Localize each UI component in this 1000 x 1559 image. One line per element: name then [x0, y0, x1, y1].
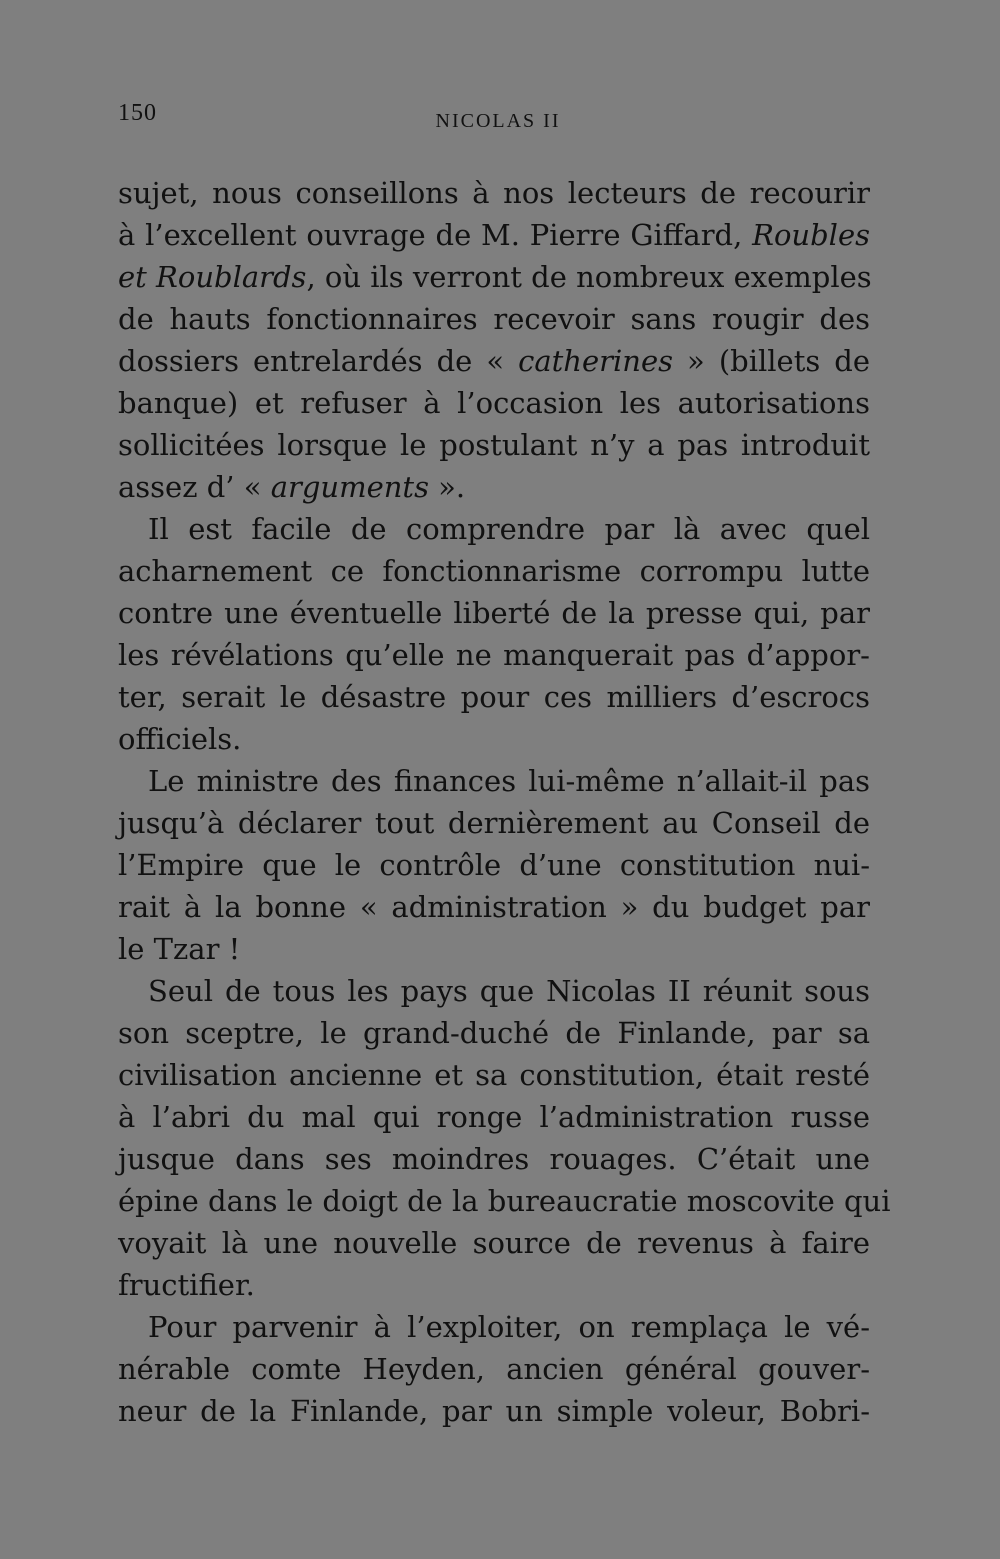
text-line: nérable comte Heyden, ancien général gouver- [118, 1352, 870, 1386]
text-line: Pour parvenir à l’exploiter, on remplaça le vé- [148, 1310, 870, 1344]
running-head-text: NICOLAS II [435, 110, 561, 132]
text-line: officiels. [118, 722, 242, 756]
text-line: de hauts fonctionnaires recevoir sans rougir des [118, 302, 870, 336]
text-line: l’Empire que le contrôle d’une constitution nui- [118, 848, 870, 882]
text-line: épine dans le doigt de la bureaucratie moscovite qui [118, 1184, 891, 1218]
text-line: son sceptre, le grand-duché de Finlande, par sa [118, 1016, 870, 1050]
page-number: 150 [118, 100, 157, 126]
text-line: Seul de tous les pays que Nicolas II réunit sous [148, 974, 870, 1008]
text-line: neur de la Finlande, par un simple voleur, Bobri- [118, 1394, 870, 1428]
text-line: jusque dans ses moindres rouages. C’était une [118, 1142, 870, 1176]
text-line: rait à la bonne « administration » du budget par [118, 890, 870, 924]
text-line: acharnement ce fonctionnarisme corrompu lutte [118, 554, 870, 588]
text-line: et Roublards, où ils verront de nombreux exemples [118, 260, 872, 294]
text-line: voyait là une nouvelle source de revenus à faire [118, 1226, 870, 1260]
text-line: à l’abri du mal qui ronge l’administration russe [118, 1100, 870, 1134]
text-line: ter, serait le désastre pour ces milliers d’escrocs [118, 680, 870, 714]
running-head [0, 110, 1000, 133]
text-line: jusqu’à déclarer tout dernièrement au Conseil de [118, 806, 870, 840]
text-line: sollicitées lorsque le postulant n’y a pas introduit [118, 428, 870, 462]
text-line: assez d’ « arguments ». [118, 470, 466, 504]
text-line: civilisation ancienne et sa constitution, était resté [118, 1058, 870, 1092]
italic-word: arguments [270, 470, 429, 504]
text-line: le Tzar ! [118, 932, 241, 966]
text-line: banque) et refuser à l’occasion les autorisations [118, 386, 870, 420]
text-line: les révélations qu’elle ne manquerait pas d’appor- [118, 638, 870, 672]
text-line: sujet, nous conseillons à nos lecteurs de recourir [118, 176, 870, 210]
text-line: contre une éventuelle liberté de la presse qui, par [118, 596, 870, 630]
text-line: dossiers entrelardés de « catherines » (billets de [118, 344, 870, 378]
text-line: à l’excellent ouvrage de M. Pierre Giffard, Roubles [118, 218, 870, 252]
italic-word: catherines [518, 344, 674, 378]
text-line: Il est facile de comprendre par là avec quel [148, 512, 870, 546]
text-line: fructifier. [118, 1268, 255, 1302]
italic-title: Roubles [752, 218, 870, 252]
italic-title: et Roublards [118, 260, 307, 294]
text-line: Le ministre des finances lui-même n’allait-il pas [148, 764, 870, 798]
